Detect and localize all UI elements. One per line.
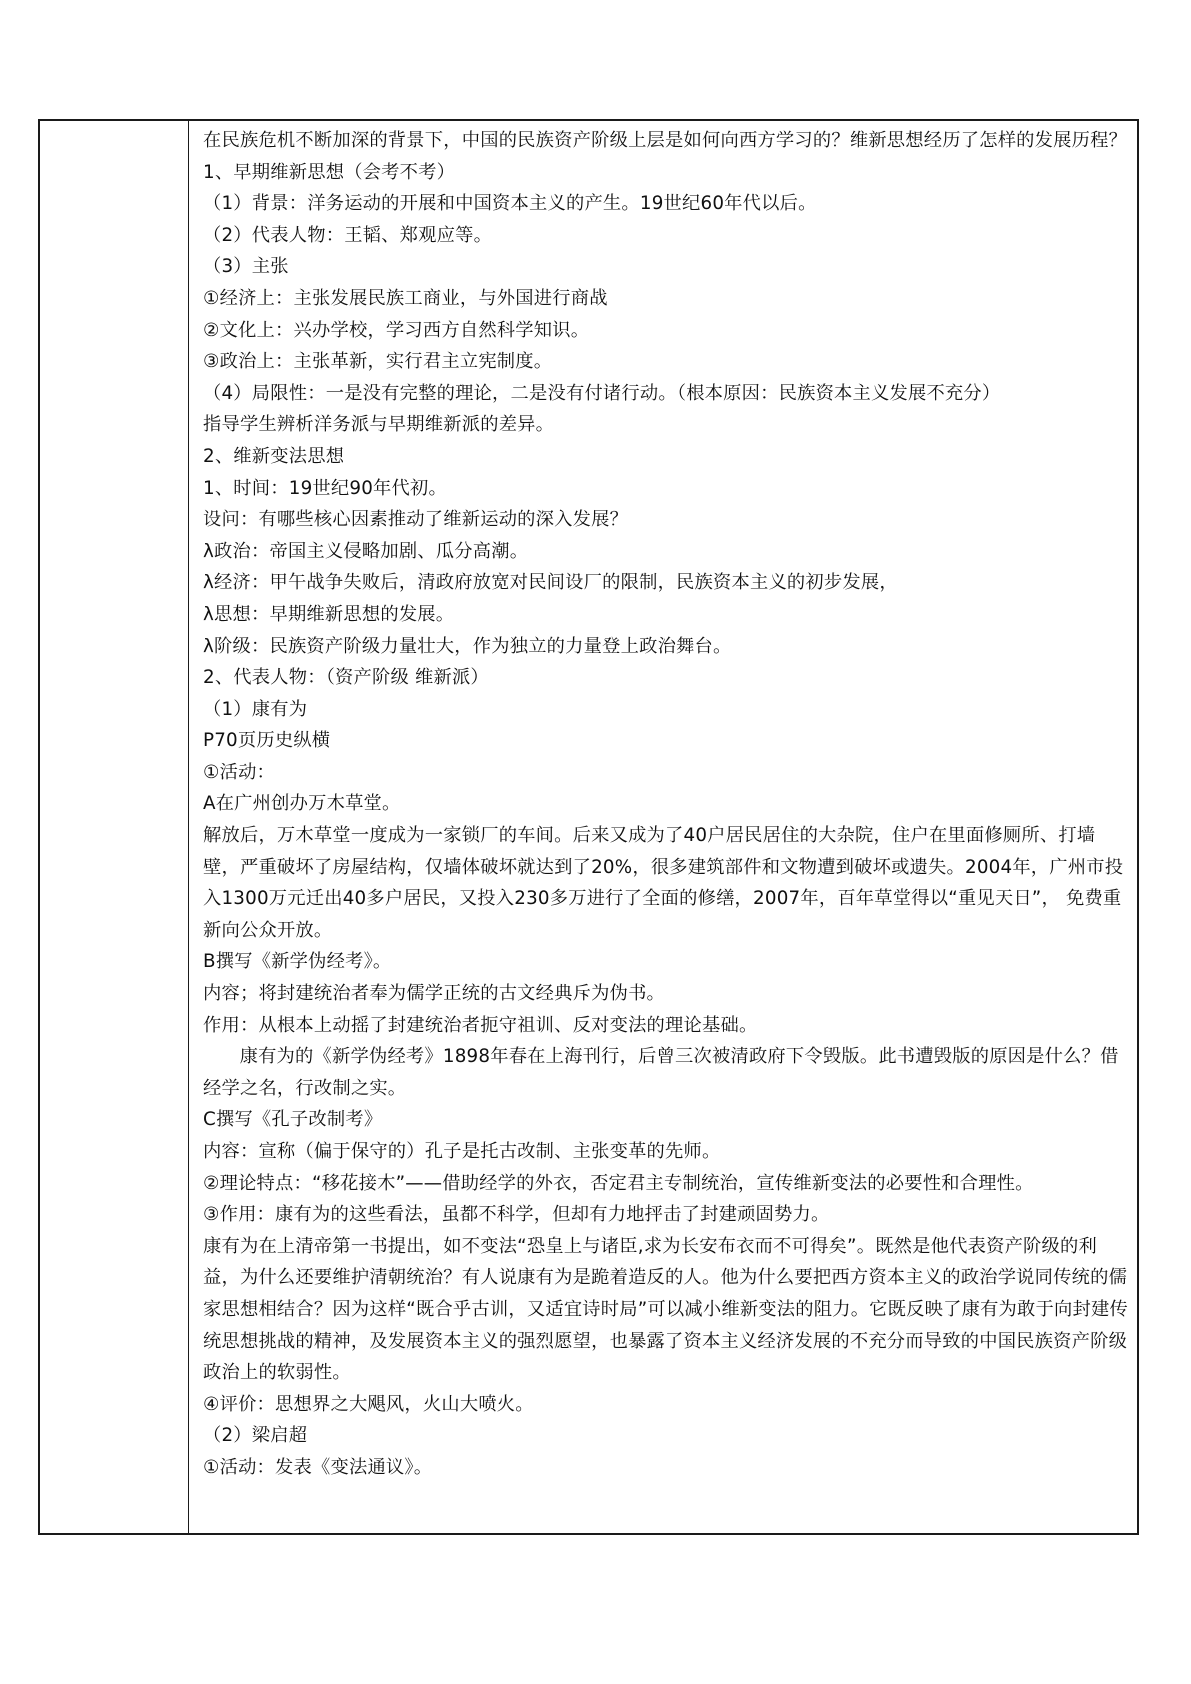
text-line: 内容；将封建统治者奉为儒学正统的古文经典斥为伪书。 — [203, 983, 666, 1005]
text-line: ③政治上：主张革新，实行君主立宪制度。 — [203, 351, 553, 373]
text-line: 1、时间：19世纪90年代初。 — [203, 477, 447, 499]
text-line: （4）局限性：一是没有完整的理论，二是没有付诸行动。（根本原因：民族资本主义发展不充分） — [203, 382, 1001, 404]
paragraph: 解放后，万木草堂一度成为一家锁厂的车间。后来又成为了40户居民居住的大杂院，住户在里面修厕所、打墙壁，严重破坏了房屋结构，仅墙体破坏就达到了20%，很多建筑部件和文物遭到破坏或遗失。2004年，广州市投入1300万元迁出40多户居民，又投入230多万进行了全面的修缮，2007年，百年草堂得以“重见天日”， 免费重新向公众开放。 — [203, 825, 1124, 941]
section-heading: 1、早期维新思想（会考不考） — [203, 161, 456, 183]
text-line: （1）背景：洋务运动的开展和中国资本主义的产生。19世纪60年代以后。 — [203, 193, 817, 215]
text-line: B撰写《新学伪经考》。 — [203, 951, 392, 973]
section-heading: 2、维新变法思想 — [203, 445, 345, 467]
content-cell — [203, 125, 1131, 1484]
text-line: （2）梁启超 — [203, 1425, 308, 1447]
text-line: （3）主张 — [203, 256, 289, 278]
text-line: 2、代表人物：（资产阶级 维新派） — [203, 667, 489, 689]
text-line: ②文化上：兴办学校，学习西方自然科学知识。 — [203, 319, 590, 341]
left-column-cell — [40, 121, 189, 1533]
text-line: A在广州创办万木草堂。 — [203, 793, 401, 815]
lesson-table — [38, 119, 1139, 1535]
bullet-line: λ思想：早期维新思想的发展。 — [203, 603, 455, 625]
text-line: ①经济上：主张发展民族工商业，与外国进行商战 — [203, 287, 608, 309]
text-line: ④评价：思想界之大飓风，火山大喷火。 — [203, 1393, 534, 1415]
text-line: P70页历史纵横 — [203, 730, 331, 752]
text-line: 设问：有哪些核心因素推动了维新运动的深入发展？ — [203, 509, 629, 531]
text-line: 指导学生辨析洋务派与早期维新派的差异。 — [203, 414, 555, 436]
bullet-line: λ阶级：民族资产阶级力量壮大，作为独立的力量登上政治舞台。 — [203, 635, 732, 657]
text-line: （1）康有为 — [203, 698, 308, 720]
text-line: （2）代表人物：王韬、郑观应等。 — [203, 224, 493, 246]
text-line: C撰写《孔子改制考》 — [203, 1109, 383, 1131]
paragraph: ②理论特点：“移花接木”——借助经学的外衣，否定君主专制统治，宣传维新变法的必要性和合理性。 — [203, 1172, 1034, 1194]
text-line: ①活动： — [203, 761, 276, 783]
paragraph: 康有为的《新学伪经考》1898年春在上海刊行，后曾三次被清政府下令毁版。此书遭毁版的原因是什么？借经学之名，行改制之实。 — [203, 1046, 1119, 1099]
question-line: 在民族危机不断加深的背景下，中国的民族资产阶级上层是如何向西方学习的？维新思想经历了怎样的发展历程？ — [203, 130, 1128, 151]
text-line: ③作用：康有为的这些看法，虽都不科学，但却有力地抨击了封建顽固势力。 — [203, 1204, 830, 1226]
text-line: 内容：宣称（偏于保守的）孔子是托古改制、主张变革的先师。 — [203, 1141, 721, 1162]
bullet-line: λ经济：甲午战争失败后，清政府放宽对民间设厂的限制，民族资本主义的初步发展， — [203, 572, 898, 594]
text-line: 作用：从根本上动摇了封建统治者扼守祖训、反对变法的理论基础。 — [203, 1014, 758, 1036]
bullet-line: λ政治：帝国主义侵略加剧、瓜分高潮。 — [203, 540, 529, 562]
text-line: ①活动：发表《变法通议》。 — [203, 1456, 433, 1478]
paragraph: 康有为在上清帝第一书提出，如不变法“恐皇上与诸臣,求为长安布衣而不可得矣”。既然是他代表资产阶级的利益，为什么还要维护清朝统治？有人说康有为是跪着造反的人。他为什么要把西方资本主义的政治学说同传统的儒家思想相结合？因为这样“既合乎古训，又适宜诗时局”可以减小维新变法的阻力。它既反映了康有为敢于向封建传统思想挑战的精神，及发展资本主义的强烈愿望，也暴露了资本主义经济发展的不充分而导致的中国民族资产阶级政治上的软弱性。 — [203, 1235, 1128, 1384]
